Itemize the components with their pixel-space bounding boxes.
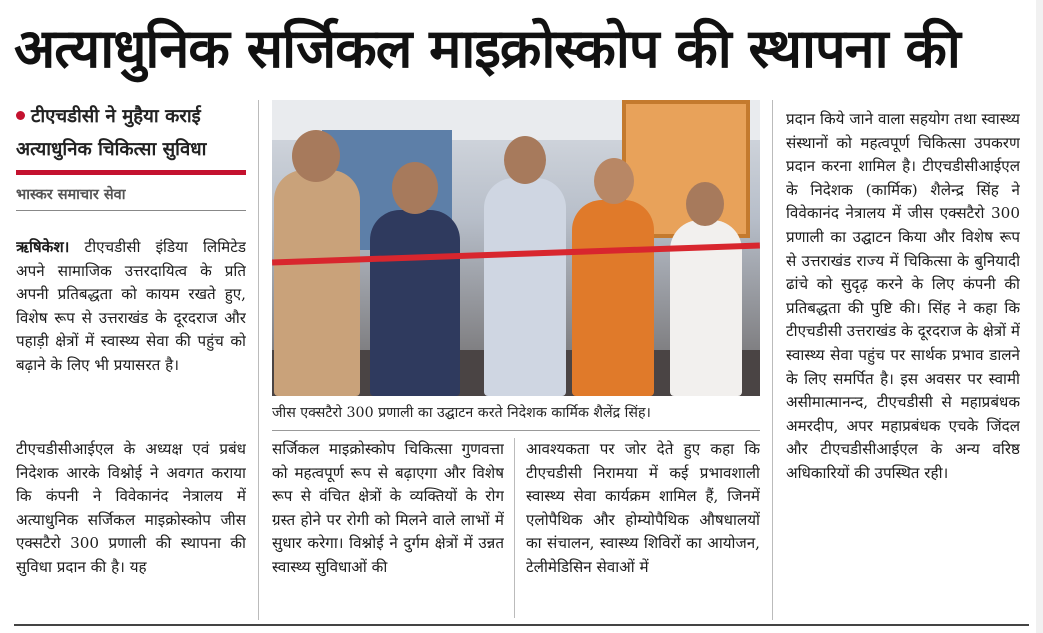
column-divider (258, 100, 259, 620)
photo-head-5 (686, 182, 724, 226)
column-2-paragraph: सर्जिकल माइक्रोस्कोप चिकित्सा गुणवत्ता को महत्वपूर्ण रूप से बढ़ाएगा और विशेष रूप से वंचित क्षेत्रों के व्यक्तियों के रोग ग्रस्त होने पर रोगी को मिलने वाले लाभों में सुधार करेगा। विश्नोई ने दुर्गम क्षेत्रों में उन्नत स्वास्थ्य सुविधाओं की (272, 440, 504, 576)
bottom-rule (14, 624, 1029, 626)
red-rule (16, 170, 246, 175)
column-3 (526, 438, 760, 618)
photo-person-3 (484, 178, 566, 396)
column-1-top (16, 236, 246, 436)
column-1-paragraph-1: ऋषिकेश। टीएचडीसी इंडिया लिमिटेड अपने सामाजिक उत्तरदायित्व के प्रति अपनी प्रतिबद्धता को कायम रखते हुए, विशेष रूप से उत्तराखंड के दूरदराज और पहाड़ी क्षेत्रों में स्वास्थ्य सेवा की पहुंच को बढ़ाने के लिए भी प्रयासरत है। (16, 238, 246, 374)
column-2 (272, 438, 504, 618)
subhead-line-1: टीएचडीसी ने मुहैया कराई (16, 100, 248, 133)
photo-caption: जीस एक्सटैरो 300 प्रणाली का उद्घाटन करते निदेशक कार्मिक शैलेंद्र सिंह। (272, 405, 651, 421)
photo-head-2 (392, 162, 438, 214)
byline: भास्कर समाचार सेवा (16, 187, 126, 203)
dateline: ऋषिकेश। (16, 238, 70, 256)
subhead (16, 100, 248, 166)
photo-head-3 (504, 136, 546, 184)
caption-rule (272, 430, 760, 431)
page-edge-strip (1036, 0, 1043, 633)
column-3-paragraph: आवश्यकता पर जोर देते हुए कहा कि टीएचडीसी निरामया में कई प्रभावशाली स्वास्थ्य सेवा कार्यक्रम शामिल हैं, जिनमें एलोपैथिक और होम्योपैथिक औषधालयों का संचालन, स्वास्थ्य शिविरों का आयोजन, टेलीमेडिसिन सेवाओं में (526, 440, 760, 576)
bullet-icon (16, 111, 25, 120)
byline-rule (16, 210, 246, 211)
subhead-line-2: अत्याधुनिक चिकित्सा सुविधा (16, 139, 207, 160)
photo-head-1 (292, 130, 340, 182)
column-divider (772, 100, 773, 620)
column-1-paragraph-2: टीएचडीसीआईएल के अध्यक्ष एवं प्रबंध निदेशक आरके विश्नोई ने अवगत कराया कि कंपनी ने विवेकानंद नेत्रालय में अत्याधुनिक सर्जिकल माइक्रोस्कोप जीस एक्सटैरो 300 प्रणाली की स्थापना की सुविधा प्रदान की है। यह (16, 440, 246, 576)
photo-head-4 (594, 158, 634, 204)
column-4-paragraph: प्रदान किये जाने वाला सहयोग तथा स्वास्थ्य संस्थानों को महत्वपूर्ण चिकित्सा उपकरण प्रदान करना शामिल है। टीएचडीसीआईएल के निदेशक (कार्मिक) शैलेन्द्र सिंह ने विवेकानंद नेत्रालय में जीस एक्सटैरो 300 प्रणाली का उद्घाटन किया और विशेष रूप से उत्तराखंड राज्य में चिकित्सा के बुनियादी ढांचे को सुदृढ़ करने के लिए कंपनी की प्रतिबद्धता की पुष्टि की। सिंह ने कहा कि टीएचडीसी उत्तराखंड के दूरदराज के क्षेत्रों में स्वास्थ्य सेवा पहुंच पर सार्थक प्रभाव डालने के लिए समर्पित है। इस अवसर पर स्वामी असीमात्मानन्द, टीएचडीसी से महाप्रबंधक अमरदीप, अपर महाप्रबंधक एचके जिंदल और टीएचडीसीआईएल के अन्य वरिष्ठ अधिकारियों की उपस्थित रही। (786, 110, 1020, 482)
column-1-bottom (16, 438, 246, 618)
photo-person-4 (572, 200, 654, 396)
news-photo (272, 100, 760, 396)
photo-person-2 (370, 210, 460, 396)
photo-person-1 (274, 170, 360, 396)
headline: अत्याधुनिक सर्जिकल माइक्रोस्कोप की स्थापना की (14, 17, 960, 80)
column-divider (514, 438, 515, 618)
column-4 (786, 108, 1020, 618)
